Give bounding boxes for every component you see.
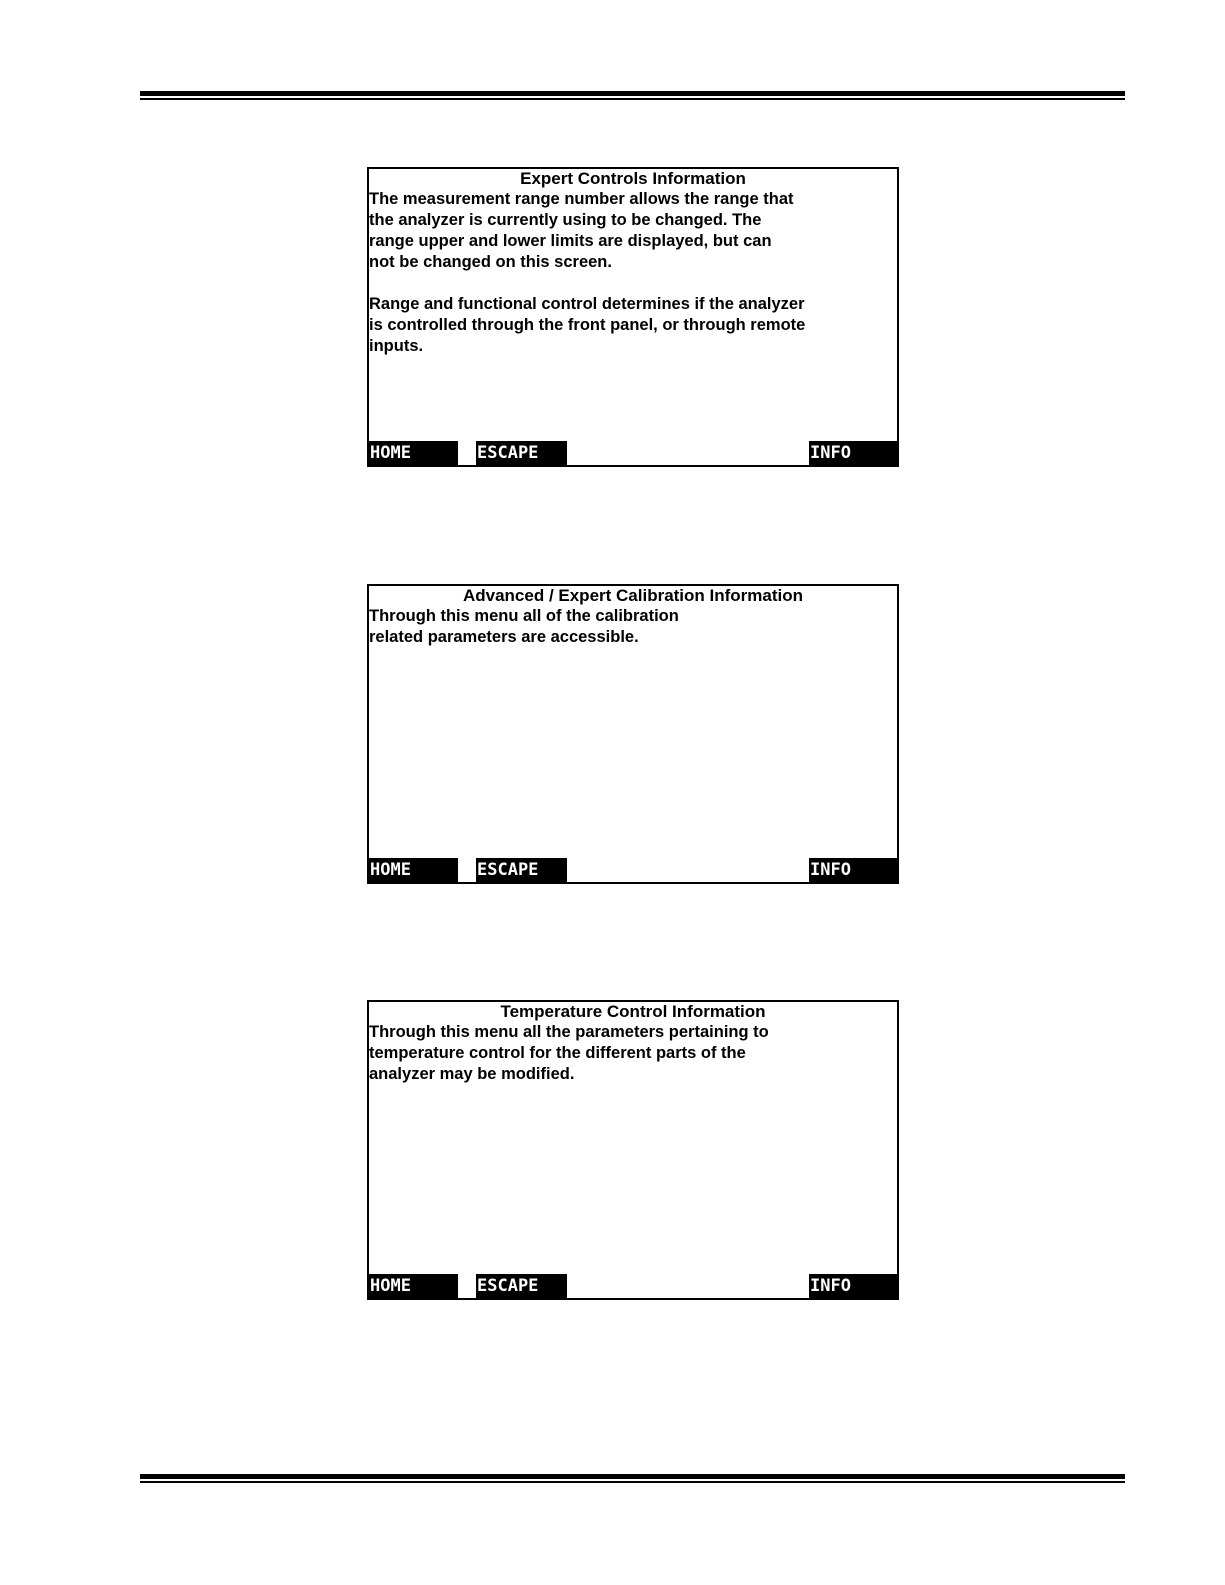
body-line: temperature control for the different parts of the (369, 1044, 746, 1062)
screen-title: Temperature Control Information (500, 1002, 766, 1021)
home-softkey[interactable]: HOME (369, 858, 458, 882)
footer-rule (140, 1474, 1125, 1483)
home-softkey[interactable]: HOME (369, 441, 458, 465)
body-line: the analyzer is currently using to be changed. The (369, 211, 762, 229)
blank-line (369, 273, 897, 294)
home-softkey[interactable]: HOME (369, 1274, 458, 1298)
screen-body-text (369, 189, 897, 357)
body-line: Through this menu all of the calibration (369, 607, 679, 625)
body-line: The measurement range number allows the range that (369, 190, 794, 208)
info-softkey[interactable]: INFO (809, 858, 897, 882)
escape-softkey[interactable]: ESCAPE (476, 1274, 567, 1298)
body-line: is controlled through the front panel, or through remote (369, 316, 806, 334)
body-line: Through this menu all the parameters pertaining to (369, 1023, 769, 1041)
body-line: Range and functional control determines if the analyzer (369, 295, 805, 313)
info-softkey[interactable]: INFO (809, 1274, 897, 1298)
escape-softkey[interactable]: ESCAPE (476, 441, 567, 465)
screen-body-text (369, 606, 897, 648)
header-rule (140, 91, 1125, 100)
screen-body-text (369, 1022, 897, 1085)
expert-controls-info-screen (367, 167, 899, 467)
info-softkey[interactable]: INFO (809, 441, 897, 465)
body-line: not be changed on this screen. (369, 253, 612, 271)
escape-softkey[interactable]: ESCAPE (476, 858, 567, 882)
screen-title: Advanced / Expert Calibration Information (462, 586, 804, 605)
screen-title: Expert Controls Information (520, 169, 746, 188)
temperature-control-info-screen (367, 1000, 899, 1300)
calibration-info-screen (367, 584, 899, 884)
body-line: inputs. (369, 337, 424, 355)
body-line: analyzer may be modified. (369, 1065, 575, 1083)
body-line: related parameters are accessible. (369, 628, 639, 646)
body-line: range upper and lower limits are displayed, but can (369, 232, 772, 250)
